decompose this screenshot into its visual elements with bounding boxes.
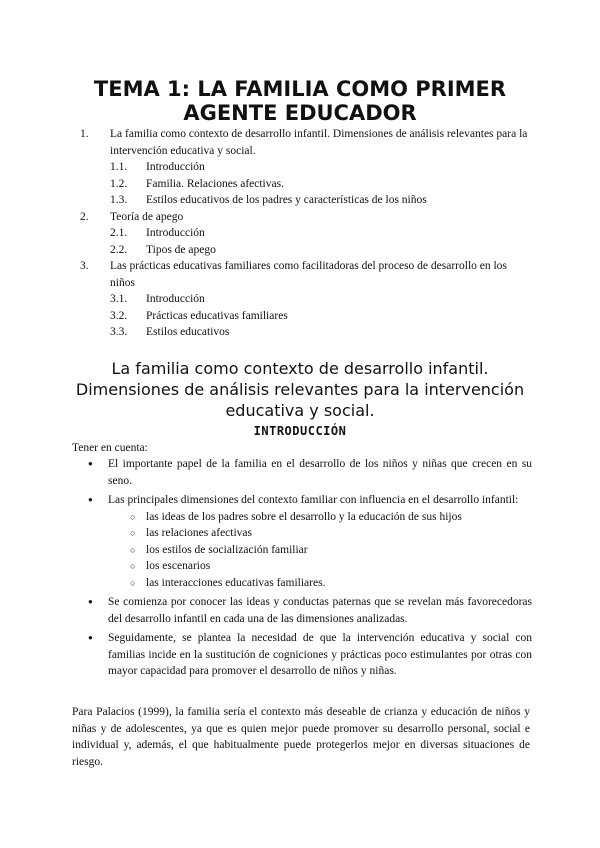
page-title: TEMA 1: LA FAMILIA COMO PRIMER AGENTE EDUCADOR bbox=[93, 77, 507, 125]
sub-bullet-item: ○ las ideas de los padres sobre el desarrollo y la educación de sus hijos bbox=[130, 509, 532, 526]
toc-subitem: Estilos educativos bbox=[146, 326, 230, 338]
section-title: La familia como contexto de desarrollo infantil. Dimensiones de análisis relevantes para la intervención educativa y social. bbox=[75, 359, 525, 420]
toc-subitem: Familia. Relaciones afectivas. bbox=[146, 177, 284, 190]
toc-subitem: Introducción bbox=[146, 227, 205, 239]
toc-item: La familia como contexto de desarrollo infantil. Dimensiones de análisis relevantes para la intervención educativa y social. bbox=[110, 128, 528, 157]
toc-section-3 bbox=[80, 258, 530, 341]
toc-number: 1.1. bbox=[110, 161, 128, 173]
note-label: Tener en cuenta: bbox=[72, 442, 148, 454]
toc-subitem: Tipos de apego bbox=[146, 243, 216, 256]
toc-number: 2.1. bbox=[110, 227, 128, 239]
bullet-text: El importante papel de la familia en el desarrollo de los niños y niñas que crecen en su seno. bbox=[108, 458, 532, 487]
bullet-list bbox=[88, 456, 532, 683]
toc-number: 3.3. bbox=[110, 326, 128, 338]
bullet-text: Las principales dimensiones del contexto familiar con influencia en el desarrollo infantil: bbox=[108, 494, 519, 506]
toc-number: 3.1. bbox=[110, 293, 128, 305]
bullet-item bbox=[88, 492, 532, 591]
toc-subitem: Estilos educativos de los padres y características de los niños bbox=[146, 194, 427, 206]
toc-subitem: Introducción bbox=[146, 161, 205, 173]
toc-item: Las prácticas educativas familiares como facilitadoras del proceso de desarrollo en los niños bbox=[110, 260, 507, 289]
bullet-item bbox=[88, 630, 532, 680]
bullet-item bbox=[88, 594, 532, 627]
body-paragraph: Para Palacios (1999), la familia sería el contexto más deseable de crianza y educación de niños y niñas y de adolescentes, ya que es quien mejor puede promover su desarrollo personal, social e individual y, además, el que habitualmente puede protegerlos mejor en diversas situaciones de riesgo. bbox=[72, 706, 530, 768]
toc-number: 3.2. bbox=[110, 309, 128, 322]
toc-number: 2. bbox=[80, 210, 89, 223]
toc-subitem: Prácticas educativas familiares bbox=[146, 309, 288, 322]
toc-item: Teoría de apego bbox=[110, 210, 184, 223]
subsection-heading: INTRODUCCIÓN bbox=[253, 424, 347, 438]
toc-section-1 bbox=[80, 126, 530, 209]
sub-bullet-list bbox=[130, 509, 532, 592]
toc-number: 1. bbox=[80, 128, 89, 140]
sub-bullet-item: ○ los escenarios bbox=[130, 558, 532, 575]
toc-number: 3. bbox=[80, 260, 89, 272]
sub-bullet-item: ○ las interacciones educativas familiares. bbox=[130, 575, 532, 592]
toc-section-2 bbox=[80, 209, 530, 259]
toc-subitem: Introducción bbox=[146, 293, 205, 305]
bullet-text: Seguidamente, se plantea la necesidad de que la intervención educativa y social con familias incide en la sustitución de cogniciones y prácticas poco estimulantes por otras con mayor capacidad para promover el desarrollo de niños y niñas. bbox=[108, 632, 532, 677]
table-of-contents bbox=[80, 126, 530, 341]
bullet-item bbox=[88, 456, 532, 489]
sub-bullet-item: ○ los estilos de socialización familiar bbox=[130, 542, 532, 559]
toc-number: 1.3. bbox=[110, 194, 128, 206]
toc-number: 2.2. bbox=[110, 243, 128, 256]
bullet-text: Se comienza por conocer las ideas y conductas paternas que se revelan más favorecedoras del desarrollo infantil en cada una de las dimensiones analizadas. bbox=[108, 596, 532, 625]
toc-number: 1.2. bbox=[110, 177, 128, 190]
sub-bullet-item: ○ las relaciones afectivas bbox=[130, 525, 532, 542]
